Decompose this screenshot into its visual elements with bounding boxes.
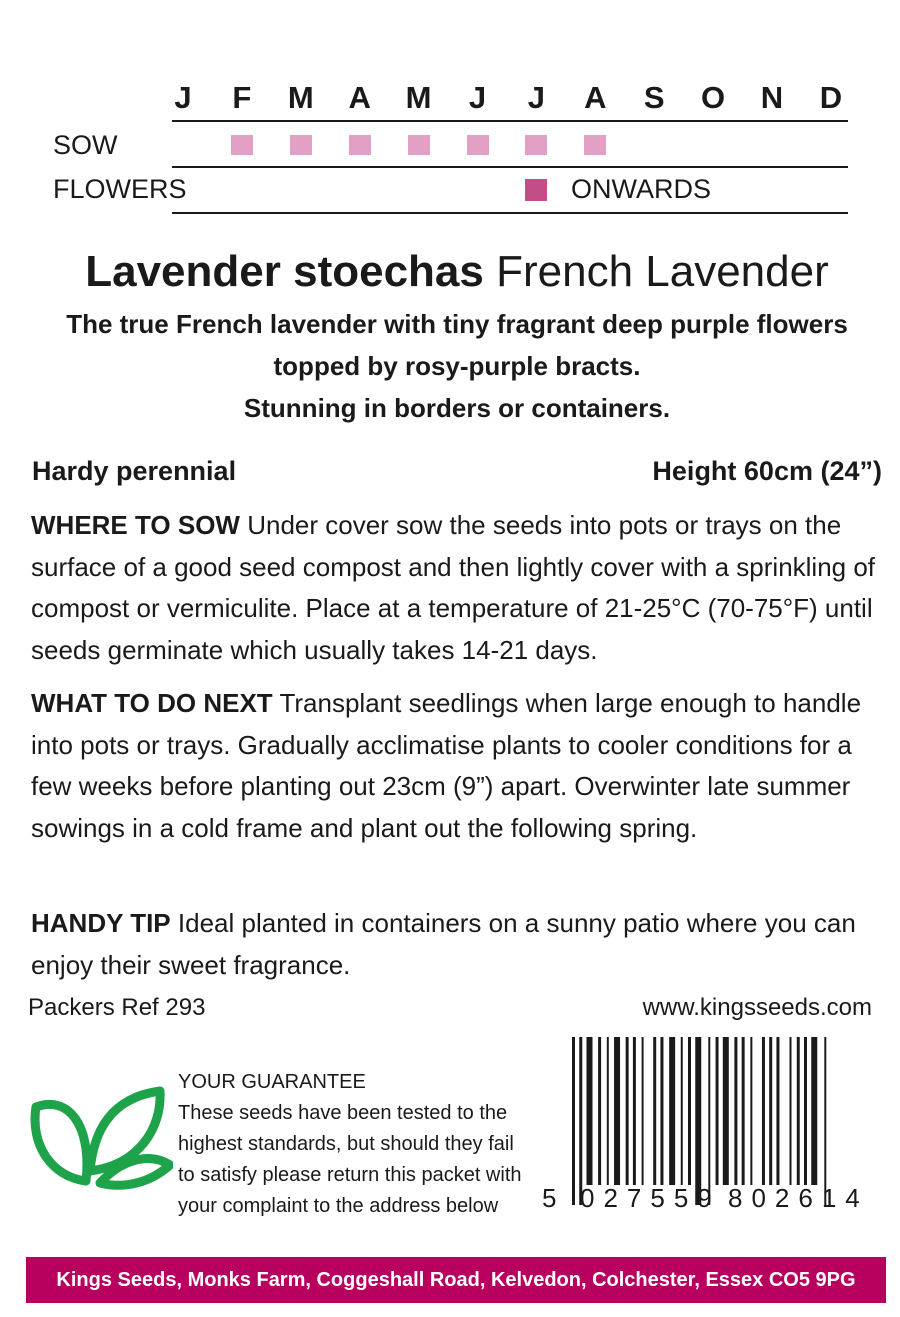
month-label: J xyxy=(468,80,487,115)
guarantee-block xyxy=(178,1067,548,1222)
where-to-sow-heading: WHERE TO SOW xyxy=(31,510,240,540)
barcode-bar xyxy=(811,1037,817,1185)
divider-line xyxy=(172,120,848,122)
what-to-do-next-section xyxy=(31,683,889,849)
sow-month-indicator xyxy=(408,135,430,155)
description-line: topped by rosy-purple bracts. xyxy=(273,351,641,381)
barcode-left-digits: 027559 xyxy=(580,1183,721,1213)
month-header-row xyxy=(172,80,848,116)
month-label: D xyxy=(819,80,843,115)
guarantee-line: your complaint to the address below xyxy=(178,1195,499,1217)
where-to-sow-text: Under cover sow the seeds into pots or trays on the surface of a good seed compost and then lightly cover with a sprinkling of compost or vermiculite. Place at a temperature of 21-25°C (70-75°F) until seeds germinate which usually takes 14-21 days. xyxy=(31,510,876,665)
barcode-bar xyxy=(824,1037,826,1205)
barcode-bar xyxy=(797,1037,800,1185)
sow-month-indicator xyxy=(349,135,371,155)
description-line: Stunning in borders or containers. xyxy=(243,393,671,423)
sow-month-indicator xyxy=(467,135,489,155)
barcode-bar xyxy=(776,1037,779,1185)
barcode-right-digits: 802614 xyxy=(728,1183,869,1213)
month-label: A xyxy=(584,80,607,115)
barcode-bar xyxy=(669,1037,675,1185)
barcode-first-digit: 5 xyxy=(542,1183,557,1213)
barcode-bar xyxy=(598,1037,601,1185)
barcode-bar xyxy=(708,1037,710,1205)
barcode-bar xyxy=(626,1037,629,1185)
barcode-bar xyxy=(750,1037,752,1185)
guarantee-heading: YOUR GUARANTEE xyxy=(178,1071,366,1093)
sow-month-indicator xyxy=(525,135,547,155)
barcode-bar xyxy=(653,1037,656,1185)
sow-month-indicator xyxy=(584,135,606,155)
barcode-bar xyxy=(587,1037,593,1185)
where-to-sow-section xyxy=(31,505,889,671)
barcode xyxy=(540,1035,875,1215)
sowing-calendar xyxy=(0,0,900,220)
barcode-bar xyxy=(742,1037,745,1185)
leaf-logo-icon xyxy=(28,1085,173,1193)
divider-line xyxy=(172,212,848,214)
product-description xyxy=(0,303,900,429)
plant-type: Hardy perennial xyxy=(32,456,237,486)
barcode-bar xyxy=(572,1037,575,1205)
website-link[interactable]: www.kingsseeds.com xyxy=(642,994,872,1021)
barcode-bar xyxy=(607,1037,609,1185)
month-label: F xyxy=(232,80,252,115)
month-label: A xyxy=(348,80,371,115)
barcode-bar xyxy=(579,1037,582,1205)
sow-row-label: SOW xyxy=(53,130,118,160)
common-name: French Lavender xyxy=(496,247,829,296)
barcode-bar xyxy=(790,1037,792,1185)
barcode-bar xyxy=(614,1037,620,1185)
month-label: M xyxy=(287,80,314,115)
month-label: J xyxy=(174,80,192,115)
month-label: N xyxy=(760,80,784,115)
month-label: M xyxy=(405,80,432,115)
packers-ref: Packers Ref 293 xyxy=(28,994,206,1021)
latin-name: Lavender stoechas xyxy=(85,247,484,296)
barcode-bar xyxy=(804,1037,807,1185)
flowers-month-indicator xyxy=(525,179,547,201)
barcode-bar xyxy=(723,1037,729,1185)
month-label: J xyxy=(527,80,546,115)
flowers-onwards-note: ONWARDS xyxy=(571,174,711,204)
guarantee-line: highest standards, but should they fail xyxy=(178,1133,514,1155)
divider-line xyxy=(172,166,848,168)
what-to-do-next-text: Transplant seedlings when large enough to handle into pots or trays. Gradually acclimatise plants to cooler conditions for a few weeks before planting out 23cm (9”) apart. Overwinter late summer sowings in a cold frame and plant out the following spring. xyxy=(31,688,862,843)
what-to-do-next-heading: WHAT TO DO NEXT xyxy=(31,688,273,718)
handy-tip-text: Ideal planted in containers on a sunny patio where you can enjoy their sweet fragrance. xyxy=(31,908,856,980)
barcode-bar xyxy=(681,1037,683,1185)
barcode-bar xyxy=(660,1037,663,1185)
address-footer: Kings Seeds, Monks Farm, Coggeshall Road, Kelvedon, Colchester, Essex CO5 9PG xyxy=(26,1257,886,1303)
handy-tip-heading: HANDY TIP xyxy=(31,908,171,938)
barcode-bar xyxy=(633,1037,636,1185)
guarantee-line: These seeds have been tested to the xyxy=(178,1102,508,1124)
product-title xyxy=(0,246,900,298)
barcode-bars xyxy=(572,1037,826,1205)
sow-month-indicator xyxy=(231,135,253,155)
plant-height: Height 60cm (24”) xyxy=(652,456,882,486)
guarantee-line: to satisfy please return this packet with xyxy=(178,1164,522,1186)
month-label: S xyxy=(643,80,665,115)
month-label: O xyxy=(701,80,726,115)
barcode-bar xyxy=(716,1037,719,1185)
barcode-bar xyxy=(642,1037,644,1185)
barcode-bar xyxy=(734,1037,737,1185)
barcode-bar xyxy=(769,1037,772,1185)
barcode-bar xyxy=(762,1037,765,1185)
sow-month-indicator xyxy=(290,135,312,155)
barcode-bar xyxy=(688,1037,691,1185)
barcode-bar xyxy=(695,1037,701,1205)
description-line: The true French lavender with tiny fragrant deep purple flowers xyxy=(66,309,848,339)
flowers-row-label: FLOWERS xyxy=(53,174,187,204)
handy-tip-section xyxy=(31,903,889,986)
